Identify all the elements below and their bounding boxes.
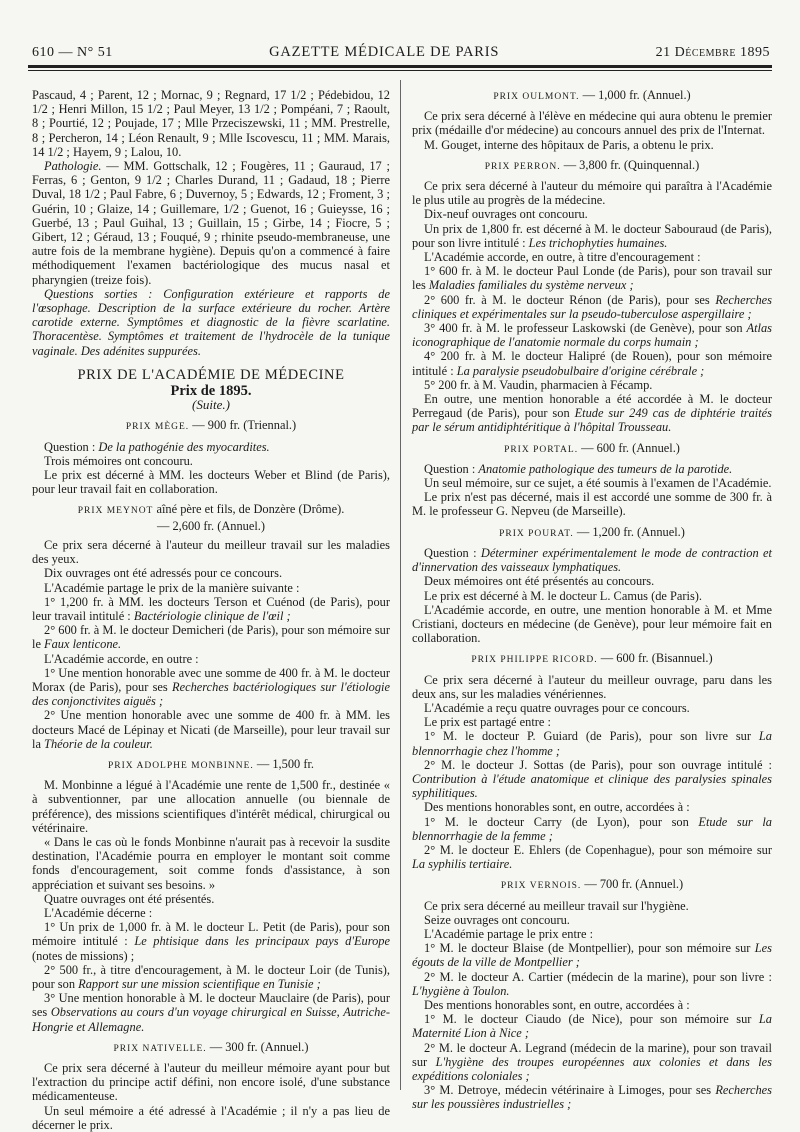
paragraph bbox=[412, 392, 772, 435]
work-title: Bactériologie clinique de l'œil ; bbox=[133, 608, 291, 623]
prix-oulmont-heading bbox=[412, 88, 772, 104]
question-text: Anatomie pathologique des tumeurs de la parotide. bbox=[478, 461, 733, 476]
prize-amount: — 2,600 fr. (Annuel.) bbox=[156, 518, 266, 533]
prix-monbinne-heading bbox=[32, 757, 390, 773]
prize-amount: — 700 fr. (Annuel.) bbox=[581, 877, 684, 892]
text: 2° M. le docteur A. Cartier (médecin de la marine), pour son livre : bbox=[424, 969, 772, 984]
paragraph: Ce prix sera décerné à l'auteur du meilleur travail sur les maladies des yeux. bbox=[32, 537, 390, 567]
issue-date bbox=[656, 45, 770, 61]
text: 2° Une mention honorable avec une somme de 400 fr. à MM. les docteurs Macé de Lépinay et Nicati (de Marseille), pour leur travail sur la bbox=[32, 708, 390, 751]
paragraph: Des mentions honorables sont, en outre, accordées à : bbox=[424, 800, 690, 815]
work-title: Rapport sur une mission scientifique en Tunisie ; bbox=[78, 976, 321, 991]
prix-portal-heading bbox=[412, 441, 772, 457]
paragraph: Le prix est partagé entre : bbox=[424, 715, 551, 730]
work-title: L'hygiène à Toulon. bbox=[412, 983, 510, 998]
paragraph: Le prix est décerné à M. le docteur L. Camus (de Paris). bbox=[424, 588, 703, 603]
paragraph: Le prix n'est pas décerné, mais il est accordé une somme de 300 fr. à M. le professeur G. Nepveu (de Marseille). bbox=[412, 490, 772, 519]
work-title: Faux lenticone. bbox=[44, 637, 122, 652]
paragraph: 5° 200 fr. à M. Vaudin, pharmacien à Fécamp. bbox=[424, 377, 653, 392]
work-title: Recherches bactériologiques sur l'étiologie des conjonctivites aiguës ; bbox=[32, 679, 390, 709]
paragraph: L'Académie décerne : bbox=[44, 905, 153, 920]
column-divider bbox=[400, 80, 401, 1090]
prize-name: PRIX PHILIPPE RICORD. bbox=[471, 655, 598, 666]
prize-amount: — 900 fr. (Triennal.) bbox=[189, 418, 297, 433]
paragraph: Deux mémoires ont été présentés au concours. bbox=[424, 574, 655, 589]
prize-name: PRIX VERNOIS. bbox=[500, 881, 582, 892]
prize-amount: — 1,500 fr. bbox=[253, 756, 314, 771]
text: 1° Un prix de 1,000 fr. à M. le docteur L. Petit (de Paris), pour son mémoire intitulé : bbox=[32, 920, 390, 949]
text: 2° M. le docteur E. Ehlers (de Copenhague), pour son mémoire sur bbox=[424, 842, 772, 857]
paragraph bbox=[32, 708, 390, 751]
text: (notes de missions) ; bbox=[32, 948, 135, 963]
paragraph bbox=[32, 440, 390, 454]
text: 1° 600 fr. à M. le docteur Paul Londe (de Paris), pour son travail sur les bbox=[412, 264, 772, 293]
work-title: Observations au cours d'un voyage chirurgical en Suisse, Autriche-Hongrie et Allemagne. bbox=[32, 1005, 391, 1034]
prize-amount: — 300 fr. (Annuel.) bbox=[206, 1039, 309, 1054]
paragraph bbox=[412, 293, 772, 321]
date-day: 21 bbox=[655, 45, 671, 60]
paragraph bbox=[32, 623, 390, 651]
paragraph: L'Académie partage le prix de la manière suivante : bbox=[44, 580, 300, 595]
paragraph: Le prix est décerné à MM. les docteurs Weber et Blind (de Paris), pour leur travail fait en collaboration. bbox=[32, 468, 390, 497]
prix-perron-heading bbox=[412, 158, 772, 174]
pathologie-label: Pathologie. bbox=[44, 159, 102, 174]
paragraph: M. Monbinne a légué à l'Académie une rente de 1,500 fr., destinée « à subventionner, par une allocation annuelle (ou biennale de préférence), des missions scientifiques d'intérêt médical, chirurgical ou vétérinaire. bbox=[32, 778, 390, 835]
text: 3° 400 fr. à M. le professeur Laskowski (de Genève), pour son bbox=[424, 321, 747, 336]
paragraph: Dix-neuf ouvrages ont concouru. bbox=[424, 207, 588, 222]
paragraph: « Dans le cas où le fonds Monbinne n'aurait pas à recevoir la susdite destination, l'Académie pourra en employer le montant soit comme fonds d'encouragement, soit comme fonds d'assistance, à son appréciation et suivant ses besoins. » bbox=[32, 834, 390, 892]
paragraph bbox=[412, 462, 772, 476]
prize-name: PRIX OULMONT. bbox=[493, 92, 580, 102]
prix-pourat-heading bbox=[412, 525, 772, 541]
prize-amount: — 3,800 fr. (Quinquennal.) bbox=[560, 157, 700, 172]
prize-name: PRIX PORTAL. bbox=[504, 444, 579, 455]
text: 3° M. Detroye, médecin vétérinaire à Limoges, pour ses bbox=[424, 1083, 716, 1098]
paragraph: L'Académie accorde, en outre, une mention honorable à M. et Mme Cristiani, docteurs en médecine (de Genève), pour leur mémoire fait en collaboration. bbox=[412, 602, 772, 646]
paragraph bbox=[32, 991, 390, 1034]
text: 1° M. le docteur Blaise (de Montpellier), pour son mémoire sur bbox=[424, 941, 755, 956]
running-header bbox=[32, 44, 770, 64]
work-title: Etude sur la blennorrhagie de la femme ; bbox=[412, 814, 772, 843]
paragraph: L'Académie a reçu quatre ouvrages pour ce concours. bbox=[424, 700, 690, 715]
header-rule-thick bbox=[28, 65, 772, 68]
text: 2° 500 fr., à titre d'encouragement, à M. le docteur Loir (de Tunis), pour son bbox=[32, 962, 390, 991]
paragraph: Quatre ouvrages ont été présentés. bbox=[44, 891, 215, 906]
work-title: La syphilis tertiaire. bbox=[412, 857, 513, 872]
paragraph bbox=[412, 546, 772, 574]
paragraph bbox=[412, 729, 772, 757]
work-title: La paralysie pseudobulbaire d'origine cérébrale ; bbox=[456, 363, 705, 378]
work-title: Les trichophyties humaines. bbox=[528, 235, 668, 250]
paragraph bbox=[412, 970, 772, 998]
question-text: De la pathogénie des myocardites. bbox=[98, 439, 270, 454]
date-year: 1895 bbox=[739, 45, 770, 60]
prize-name: PRIX MÈGE. bbox=[125, 422, 190, 433]
pathologie-text: — MM. Gottschalk, 12 ; Fougères, 11 ; Gauraud, 17 ; Ferras, 6 ; Genton, 9 1/2 ; Charles Durand, 11 ; Gadaud, 18 ; Pierre Duval, 18 1/2 ; Paul Fabre, 6 ; Duvernoy, 5 ; Edwards, 12 ; Froment, 3 ; Guérin, 10 ; Glaize, 14 ; Guillemare, 1/2 ; Guenot, 16 ; Guieysse, 16 ; Guerbé, 13 ; Paul Guihal, 13 ; Guillain, 15 ; Girbe, 14 ; Fiocre, 5 ; Gibert, 12 ; Géraud, 13 ; Fouqué, 9 ; rhinite pseudo-membraneuse, une autre fois de la membrane hygiène). Depuis qu'on a commencé à faire méthodiquement l'examen bactériologique des mucus nasal et pharyngien (treize fois). bbox=[32, 159, 390, 287]
paragraph bbox=[412, 941, 772, 969]
prix-ricord-heading bbox=[412, 651, 772, 667]
work-title: Les égouts de la ville de Montpellier ; bbox=[412, 941, 772, 970]
work-title: La blennorrhagie chez l'homme ; bbox=[412, 729, 772, 758]
section-year: Prix de 1895. bbox=[170, 383, 252, 400]
paragraph bbox=[412, 815, 772, 843]
work-title: Théorie de la couleur. bbox=[44, 736, 153, 751]
work-title: Le phtisique dans les principaux pays d'Europe bbox=[134, 934, 390, 949]
paragraph: L'Académie partage le prix entre : bbox=[424, 926, 594, 941]
prix-mege-heading bbox=[32, 418, 390, 434]
paragraph bbox=[412, 1083, 772, 1111]
paragraph: L'Académie accorde, en outre : bbox=[44, 651, 199, 666]
question-label: Question : bbox=[44, 439, 99, 454]
prize-amount: — 1,000 fr. (Annuel.) bbox=[579, 88, 691, 102]
work-title: Recherches cliniques et expérimentales sur la pseudo-tuberculose aspergillaire ; bbox=[412, 292, 772, 321]
prize-name: PRIX NATIVELLE. bbox=[113, 1043, 207, 1054]
header-rule-thin bbox=[28, 70, 772, 71]
work-title: Maladies familiales du système nerveux ; bbox=[428, 278, 634, 293]
date-month: Décembre bbox=[674, 45, 736, 60]
section-suite: (Suite.) bbox=[192, 397, 230, 413]
paragraph bbox=[32, 595, 390, 623]
text: En outre, une mention honorable a été accordée à M. le docteur Perregaud (de Paris), pour son bbox=[412, 392, 772, 421]
paragraph: Ce prix sera décerné à l'élève en médecine qui aura obtenu le premier prix (médaille d'or médecine) au concours annuel des prix de l'Internat. bbox=[412, 109, 772, 138]
work-title: Atlas iconographique de l'anatomie normale du corps humain ; bbox=[412, 321, 772, 350]
work-title: Etude sur 249 cas de diphtérie traités par le sérum antidiphtéritique à l'hôpital Trousseau. bbox=[412, 406, 772, 435]
text: 2° 600 fr. à M. le docteur Rénon (de Paris), pour ses bbox=[424, 292, 716, 307]
paragraph bbox=[412, 264, 772, 292]
paragraph bbox=[412, 843, 772, 871]
pathologie-paragraph bbox=[32, 159, 390, 287]
paragraph bbox=[412, 1012, 772, 1040]
prize-amount: — 1,200 fr. (Annuel.) bbox=[573, 524, 685, 539]
page-number: 610 — N° 51 bbox=[32, 45, 113, 60]
paragraph: Trois mémoires ont concouru. bbox=[44, 453, 193, 468]
text: 2° 600 fr. à M. le docteur Demicheri (de Paris), pour son mémoire sur le bbox=[32, 623, 390, 652]
paragraph: Ce prix sera décerné au meilleur travail sur l'hygiène. bbox=[424, 898, 689, 913]
prize-name: PRIX MEYNOT bbox=[77, 506, 154, 517]
paragraph: Ce prix sera décerné à l'auteur du mémoire qui paraîtra à l'Académie le plus utile au progrès de la médecine. bbox=[412, 179, 772, 208]
paragraph: L'Académie accorde, en outre, à titre d'encouragement : bbox=[424, 250, 701, 265]
prize-name: PRIX PERRON. bbox=[484, 161, 561, 172]
questions-paragraph: Questions sorties : Configuration extérieure et rapports de l'œsophage. Description de la surface extérieure du rocher. Artère carotide externe. Symptômes et diagnostic de la fièvre scarlatine. Thoracentèse. Symptômes et traitement de l'hydrocèle de la tunique vaginale. Des adénites suppurées. bbox=[32, 286, 390, 358]
right-column bbox=[412, 88, 772, 1112]
paragraph bbox=[412, 758, 772, 801]
question-label: Question : bbox=[424, 461, 479, 476]
exam-grades-paragraph: Pascaud, 4 ; Parent, 12 ; Mornac, 9 ; Regnard, 17 1/2 ; Pédebidou, 12 1/2 ; Henri Millon, 15 1/2 ; Paul Meyer, 13 1/2 ; Pompéani, 7 ; Raoult, 8 ; Pourtié, 12 ; Poujade, 17 ; Mlle Przeciszewski, 11 ; MM. Prestrelle, 8 ; Percheron, 14 ; Léon Renault, 9 ; Mlle Iscovescu, 11 ; MM. Marais, 14 1/2 ; Hayem, 9 ; Lalou, 10. bbox=[32, 88, 390, 159]
question-label: Question : bbox=[424, 545, 481, 560]
text: 1° Une mention honorable avec une somme de 400 fr. à M. le docteur Morax (de Paris), pour ses bbox=[32, 665, 390, 694]
paragraph: Dix ouvrages ont été adressés pour ce concours. bbox=[44, 566, 283, 581]
paragraph bbox=[412, 349, 772, 377]
text: 1° M. le docteur Carry (de Lyon), pour son bbox=[424, 814, 699, 829]
question-text: Déterminer expérimentalement le mode de contraction et d'innervation des vaisseaux lymphatiques. bbox=[412, 545, 772, 575]
section-title: PRIX DE L'ACADÉMIE DE MÉDECINE bbox=[77, 366, 345, 383]
paragraph bbox=[412, 1041, 772, 1084]
text: 1° M. le docteur P. Guiard (de Paris), pour son livre sur bbox=[424, 729, 759, 744]
text: 1° M. le docteur Ciaudo (de Nice), pour son mémoire sur bbox=[424, 1012, 759, 1027]
text: 2° M. le docteur J. Sottas (de Paris), pour son ouvrage intitulé : bbox=[424, 757, 772, 772]
paragraph bbox=[412, 321, 772, 349]
prix-vernois-heading bbox=[412, 877, 772, 893]
prize-sub: aîné père et fils, de Donzère (Drôme). bbox=[153, 502, 345, 517]
paragraph bbox=[32, 920, 390, 963]
paragraph bbox=[32, 666, 390, 709]
text: 3° Une mention honorable à M. le docteur Mauclaire (de Paris), pour ses bbox=[32, 991, 390, 1020]
work-title: Contribution à l'étude anatomique et clinique des paralysies spinales syphilitiques. bbox=[412, 771, 772, 801]
paragraph: Ce prix sera décerné à l'auteur du meilleur ouvrage, paru dans les deux ans, sur les maladies vénériennes. bbox=[412, 672, 772, 701]
prize-amount: — 600 fr. (Bisannuel.) bbox=[597, 651, 713, 666]
paragraph: Un seul mémoire, sur ce sujet, a été soumis à l'examen de l'Académie. bbox=[424, 476, 772, 491]
paragraph: Des mentions honorables sont, en outre, accordées à : bbox=[424, 997, 690, 1012]
paragraph: Ce prix sera décerné à l'auteur du meilleur mémoire ayant pour but l'extraction du principe actif défini, non encore isolé, d'une substance médicamenteuse. bbox=[32, 1061, 390, 1104]
left-column bbox=[32, 88, 390, 1132]
paragraph bbox=[32, 963, 390, 991]
text: Un prix de 1,800 fr. est décerné à M. le docteur Sabouraud (de Paris), pour son livre intitulé : bbox=[412, 221, 772, 250]
paragraph: Seize ouvrages ont concouru. bbox=[424, 912, 570, 927]
paragraph bbox=[412, 222, 772, 250]
prix-meynot-heading bbox=[32, 502, 390, 532]
journal-title: GAZETTE MÉDICALE DE PARIS bbox=[269, 44, 500, 60]
prize-name: PRIX POURAT. bbox=[499, 528, 574, 539]
paragraph: M. Gouget, interne des hôpitaux de Paris, a obtenu le prix. bbox=[424, 137, 714, 152]
prize-name: PRIX ADOLPHE MONBINNE. bbox=[107, 760, 254, 771]
prix-nativelle-heading bbox=[32, 1040, 390, 1056]
work-title: L'hygiène des troupes européennes aux colonies et dans les expéditions coloniales ; bbox=[412, 1054, 772, 1083]
text: 4° 200 fr. à M. le docteur Halipré (de Rouen), pour son mémoire intitulé : bbox=[412, 349, 772, 378]
text: 2° M. le docteur A. Legrand (médecin de la marine), pour son travail sur bbox=[412, 1040, 772, 1069]
work-title: Recherches sur les poussières industrielles ; bbox=[412, 1083, 772, 1112]
prize-amount: — 600 fr. (Annuel.) bbox=[578, 440, 680, 455]
paragraph: Un seul mémoire a été adressé à l'Académie ; il n'y a pas lieu de décerner le prix. bbox=[32, 1103, 390, 1132]
work-title: La Maternité Lion à Nice ; bbox=[412, 1012, 772, 1041]
text: 1° 1,200 fr. à MM. les docteurs Terson et Cuénod (de Paris), pour leur travail intitulé : bbox=[32, 594, 390, 623]
